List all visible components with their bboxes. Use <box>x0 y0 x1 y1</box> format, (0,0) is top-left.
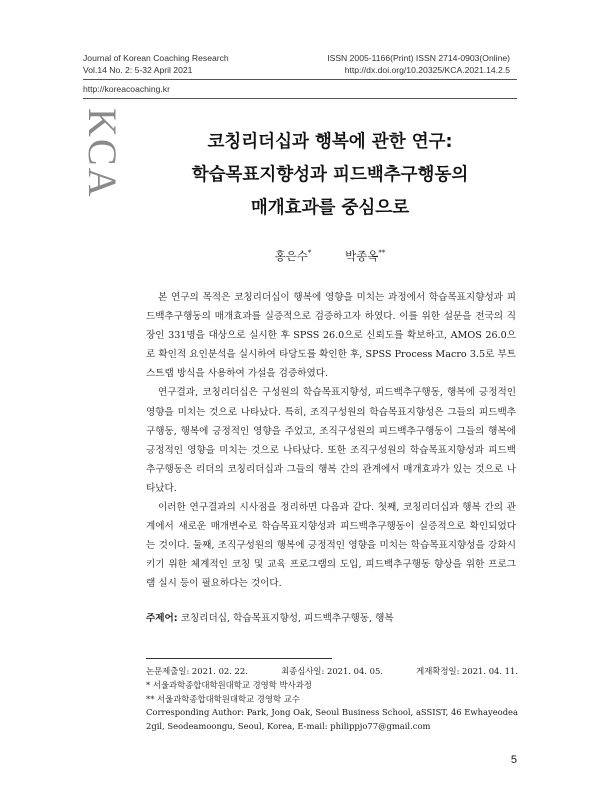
author-list <box>140 248 520 264</box>
abstract-paragraph: 본 연구의 목적은 코칭리더십이 행복에 영향을 미치는 과정에서 학습목표지향성과 피드백추구행동의 매개효과를 실증적으로 검증하고자 하였다. 이를 위한 설문을 전국의 직장인 331명을 대상으로 실시한 후 SPSS 26.0으로 신뢰도를 확보하고, AMOS 26.0으로 확인적 요인분석을 실시하여 타당도를 확인한 후, SPSS Process Macro 3.5로 부트스트랩 방식을 사용하여 가설을 검증하였다. <box>146 292 516 380</box>
author-affiliation: * 서울과학종합대학원대학교 경영학 박사과정 <box>146 679 312 690</box>
doi-link[interactable]: http://dx.doi.org/10.20325/KCA.2021.14.2.5 <box>344 65 510 75</box>
title-line: 매개효과를 중심으로 <box>250 198 410 218</box>
reviewed-date: 최종심사일: 2021. 04. 05. <box>281 666 383 676</box>
running-header-left <box>83 52 229 76</box>
abstract <box>146 288 516 594</box>
accepted-date: 게재확정일: 2021. 04. 11. <box>416 666 518 676</box>
author <box>345 249 385 263</box>
author-mark: * <box>307 249 312 258</box>
abstract-paragraph: 연구결과, 코칭리더십은 구성원의 학습목표지향성, 피드백추구행동, 행복에 긍정적인 영향을 미치는 것으로 나타났다. 특히, 조직구성원의 학습목표지향성은 그들의 피드백추구행동, 행복에 긍정적인 영향을 주었고, 조직구성원의 피드백추구행동이 그들의 행복에 긍정적인 영향을 미치는 것으로 나타났다. 또한 조직구성원의 학습목표지향성과 피드백추구행동은 리더의 코칭리더십과 그들의 행복 간의 관계에서 매개효과가 있는 것으로 나타났다. <box>146 387 516 494</box>
author-mark: ** <box>378 249 386 258</box>
journal-logo-text: KCA <box>80 108 125 199</box>
received-date: 논문제출일: 2021. 02. 22. <box>146 666 248 676</box>
journal-website-link[interactable]: http://koreacoaching.kr <box>83 84 170 94</box>
journal-logo-mark <box>82 108 126 218</box>
abstract-paragraph: 이러한 연구결과의 시사점을 정리하면 다음과 같다. 첫째, 코칭리더십과 행복 간의 관계에서 새로운 매개변수로 학습목표지향성과 피드백추구행동이 실증적으로 확인되었다는 것이다. 둘째, 조직구성원의 행복에 긍정적인 영향을 미치는 학습목표지향성을 강화시키기 위한 체계적인 코칭 및 교육 프로그램의 도입, 피드백추구행동 향상을 위한 프로그램 실시 등이 필요하다는 것이다. <box>146 502 516 590</box>
paper-title <box>140 126 520 225</box>
corresponding-author: Corresponding Author: Park, Jong Oak, Seoul Business School, aSSIST, 46 Ewhayeodea 2gil, Seodeamoongu, Seoul, Korea, E-mail: philippjo77@gmail.com <box>146 707 519 732</box>
title-line: 학습목표지향성과 피드백추구행동의 <box>191 165 469 185</box>
header-divider <box>83 98 517 99</box>
keywords-label: 주제어: <box>146 613 178 624</box>
journal-name: Journal of Korean Coaching Research <box>83 53 229 63</box>
footnotes <box>146 665 518 734</box>
submission-dates <box>146 665 518 679</box>
author-name: 홍은수 <box>274 249 308 263</box>
author <box>275 249 312 263</box>
author-affiliation: ** 서울과학종합대학원대학교 경영학 교수 <box>146 693 300 704</box>
volume-info: Vol.14 No. 2: 5-32 April 2021 <box>83 65 193 75</box>
keywords-text: 코칭리더십, 학습목표지향성, 피드백추구행동, 행복 <box>180 613 394 624</box>
title-line: 코칭리더십과 행복에 관한 연구: <box>207 132 453 152</box>
keywords <box>146 610 516 624</box>
footnote-divider <box>146 658 332 659</box>
author-name: 박종옥 <box>345 249 379 263</box>
header-divider <box>83 79 517 80</box>
running-header-right <box>327 52 510 76</box>
page-number: 5 <box>510 754 517 766</box>
issn: ISSN 2005-1166(Print) ISSN 2714-0903(Online) <box>327 53 510 63</box>
